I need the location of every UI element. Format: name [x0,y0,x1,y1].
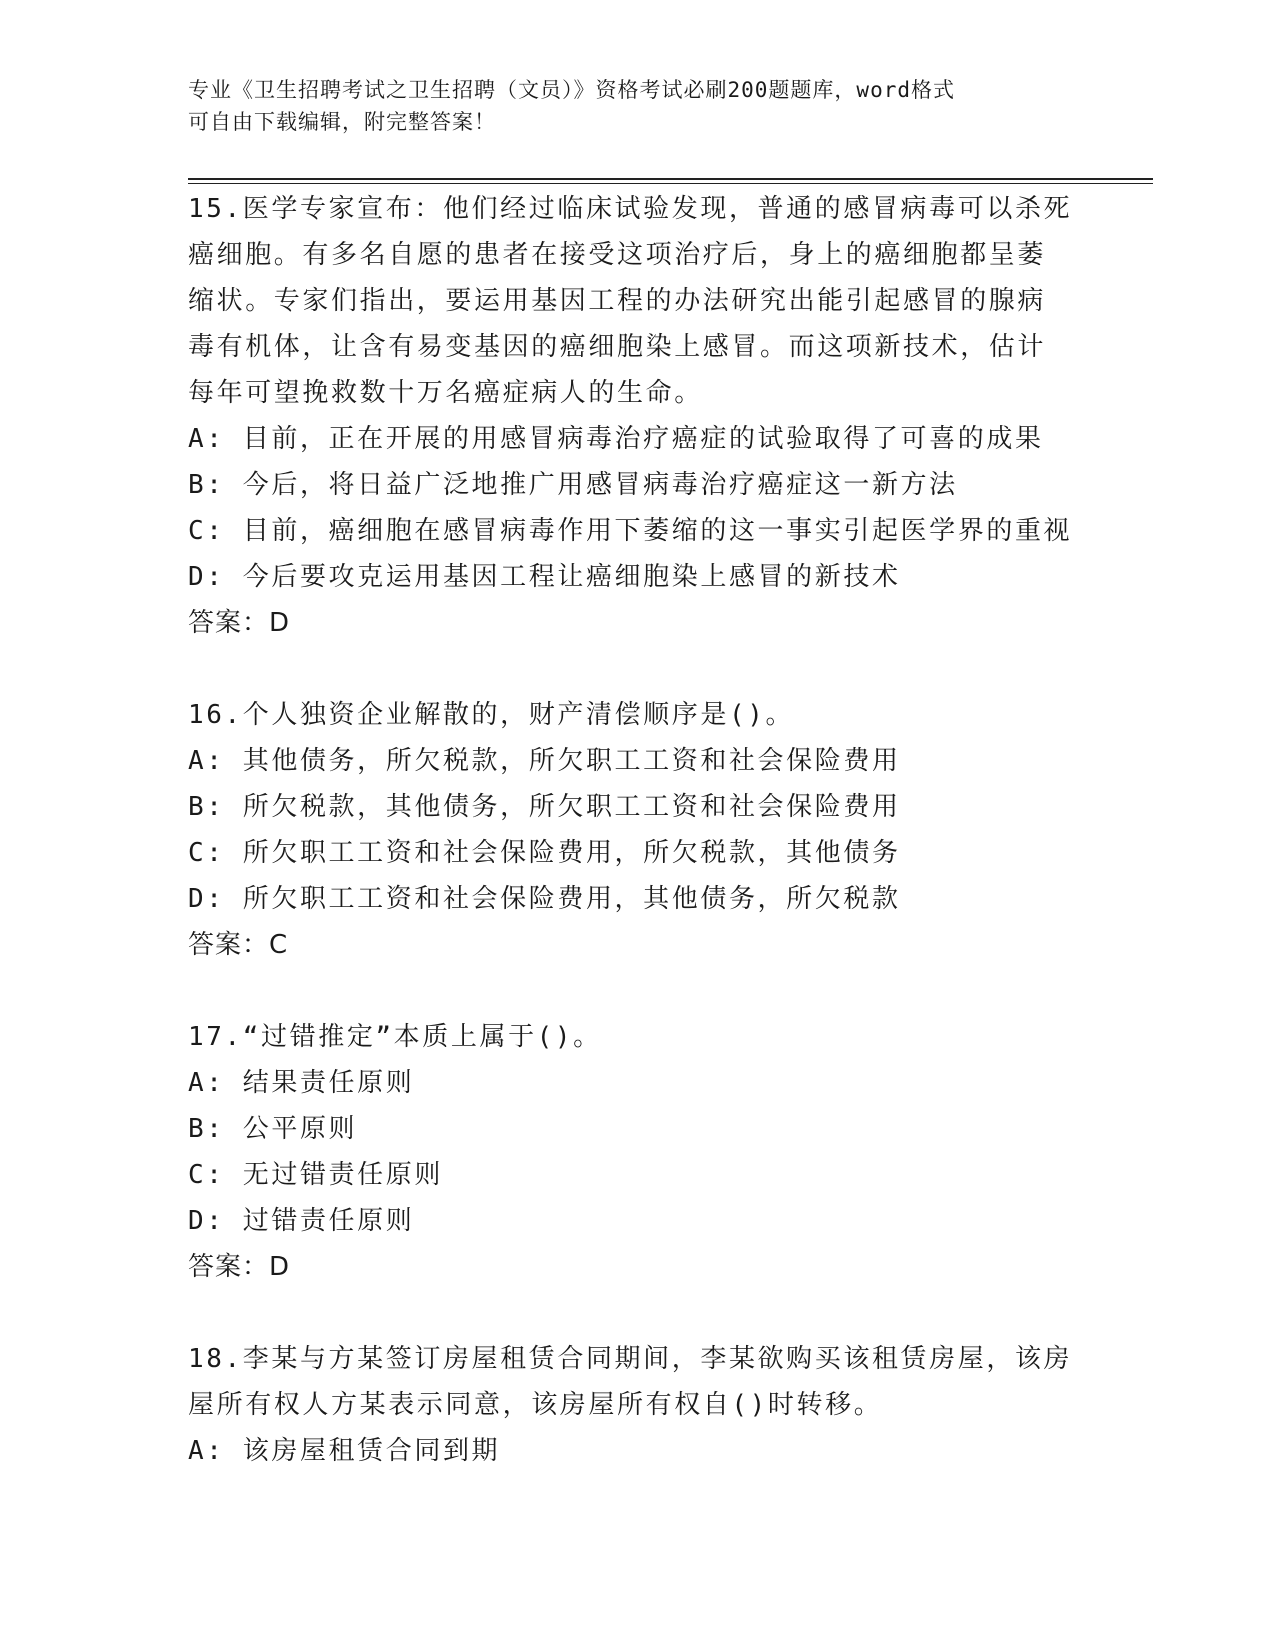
option-d: D: 过错责任原则 [188,1206,415,1236]
question-15 [188,186,1088,646]
answer-label: 答案：D [188,608,291,638]
header-line-2: 可自由下载编辑，附完整答案！ [188,110,496,134]
option-c: C: 所欠职工工资和社会保险费用，所欠税款，其他债务 [188,838,901,868]
header-divider-thick [188,178,1153,180]
question-list [188,186,1088,1520]
option-d: D: 今后要攻克运用基因工程让癌细胞染上感冒的新技术 [188,562,901,592]
question-16 [188,692,1088,968]
question-stem-line: 癌细胞。有多名自愿的患者在接受这项治疗后，身上的癌细胞都呈萎 [188,240,1047,270]
question-stem-line: 每年可望挽救数十万名癌症病人的生命。 [188,378,703,408]
header-line-1: 专业《卫生招聘考试之卫生招聘（文员）》资格考试必刷200题题库，word格式 [188,78,955,102]
answer-label: 答案：C [188,930,289,960]
question-stem-line: 16.个人独资企业解散的，财产清偿顺序是()。 [188,700,795,730]
option-d: D: 所欠职工工资和社会保险费用，其他债务，所欠税款 [188,884,901,914]
document-header [188,74,1088,138]
answer-label: 答案：D [188,1252,291,1282]
option-c: C: 无过错责任原则 [188,1160,443,1190]
question-stem-line: 17.“过错推定”本质上属于()。 [188,1022,602,1052]
option-a: A: 该房屋租赁合同到期 [188,1436,501,1466]
question-17 [188,1014,1088,1290]
header-divider-thin [188,183,1153,184]
question-stem-line: 15.医学专家宣布：他们经过临床试验发现，普通的感冒病毒可以杀死 [188,194,1073,224]
option-a: A: 结果责任原则 [188,1068,415,1098]
option-a: A: 目前，正在开展的用感冒病毒治疗癌症的试验取得了可喜的成果 [188,424,1044,454]
option-c: C: 目前，癌细胞在感冒病毒作用下萎缩的这一事实引起医学界的重视 [188,516,1073,546]
option-b: B: 公平原则 [188,1114,358,1144]
question-stem-line: 18.李某与方某签订房屋租赁合同期间，李某欲购买该租赁房屋，该房 [188,1344,1073,1374]
question-18 [188,1336,1088,1474]
question-stem-line: 毒有机体，让含有易变基因的癌细胞染上感冒。而这项新技术，估计 [188,332,1047,362]
option-b: B: 今后，将日益广泛地推广用感冒病毒治疗癌症这一新方法 [188,470,958,500]
option-a: A: 其他债务，所欠税款，所欠职工工资和社会保险费用 [188,746,901,776]
question-stem-line: 缩状。专家们指出，要运用基因工程的办法研究出能引起感冒的腺病 [188,286,1047,316]
option-b: B: 所欠税款，其他债务，所欠职工工资和社会保险费用 [188,792,901,822]
question-stem-line: 屋所有权人方某表示同意，该房屋所有权自()时转移。 [188,1390,883,1420]
